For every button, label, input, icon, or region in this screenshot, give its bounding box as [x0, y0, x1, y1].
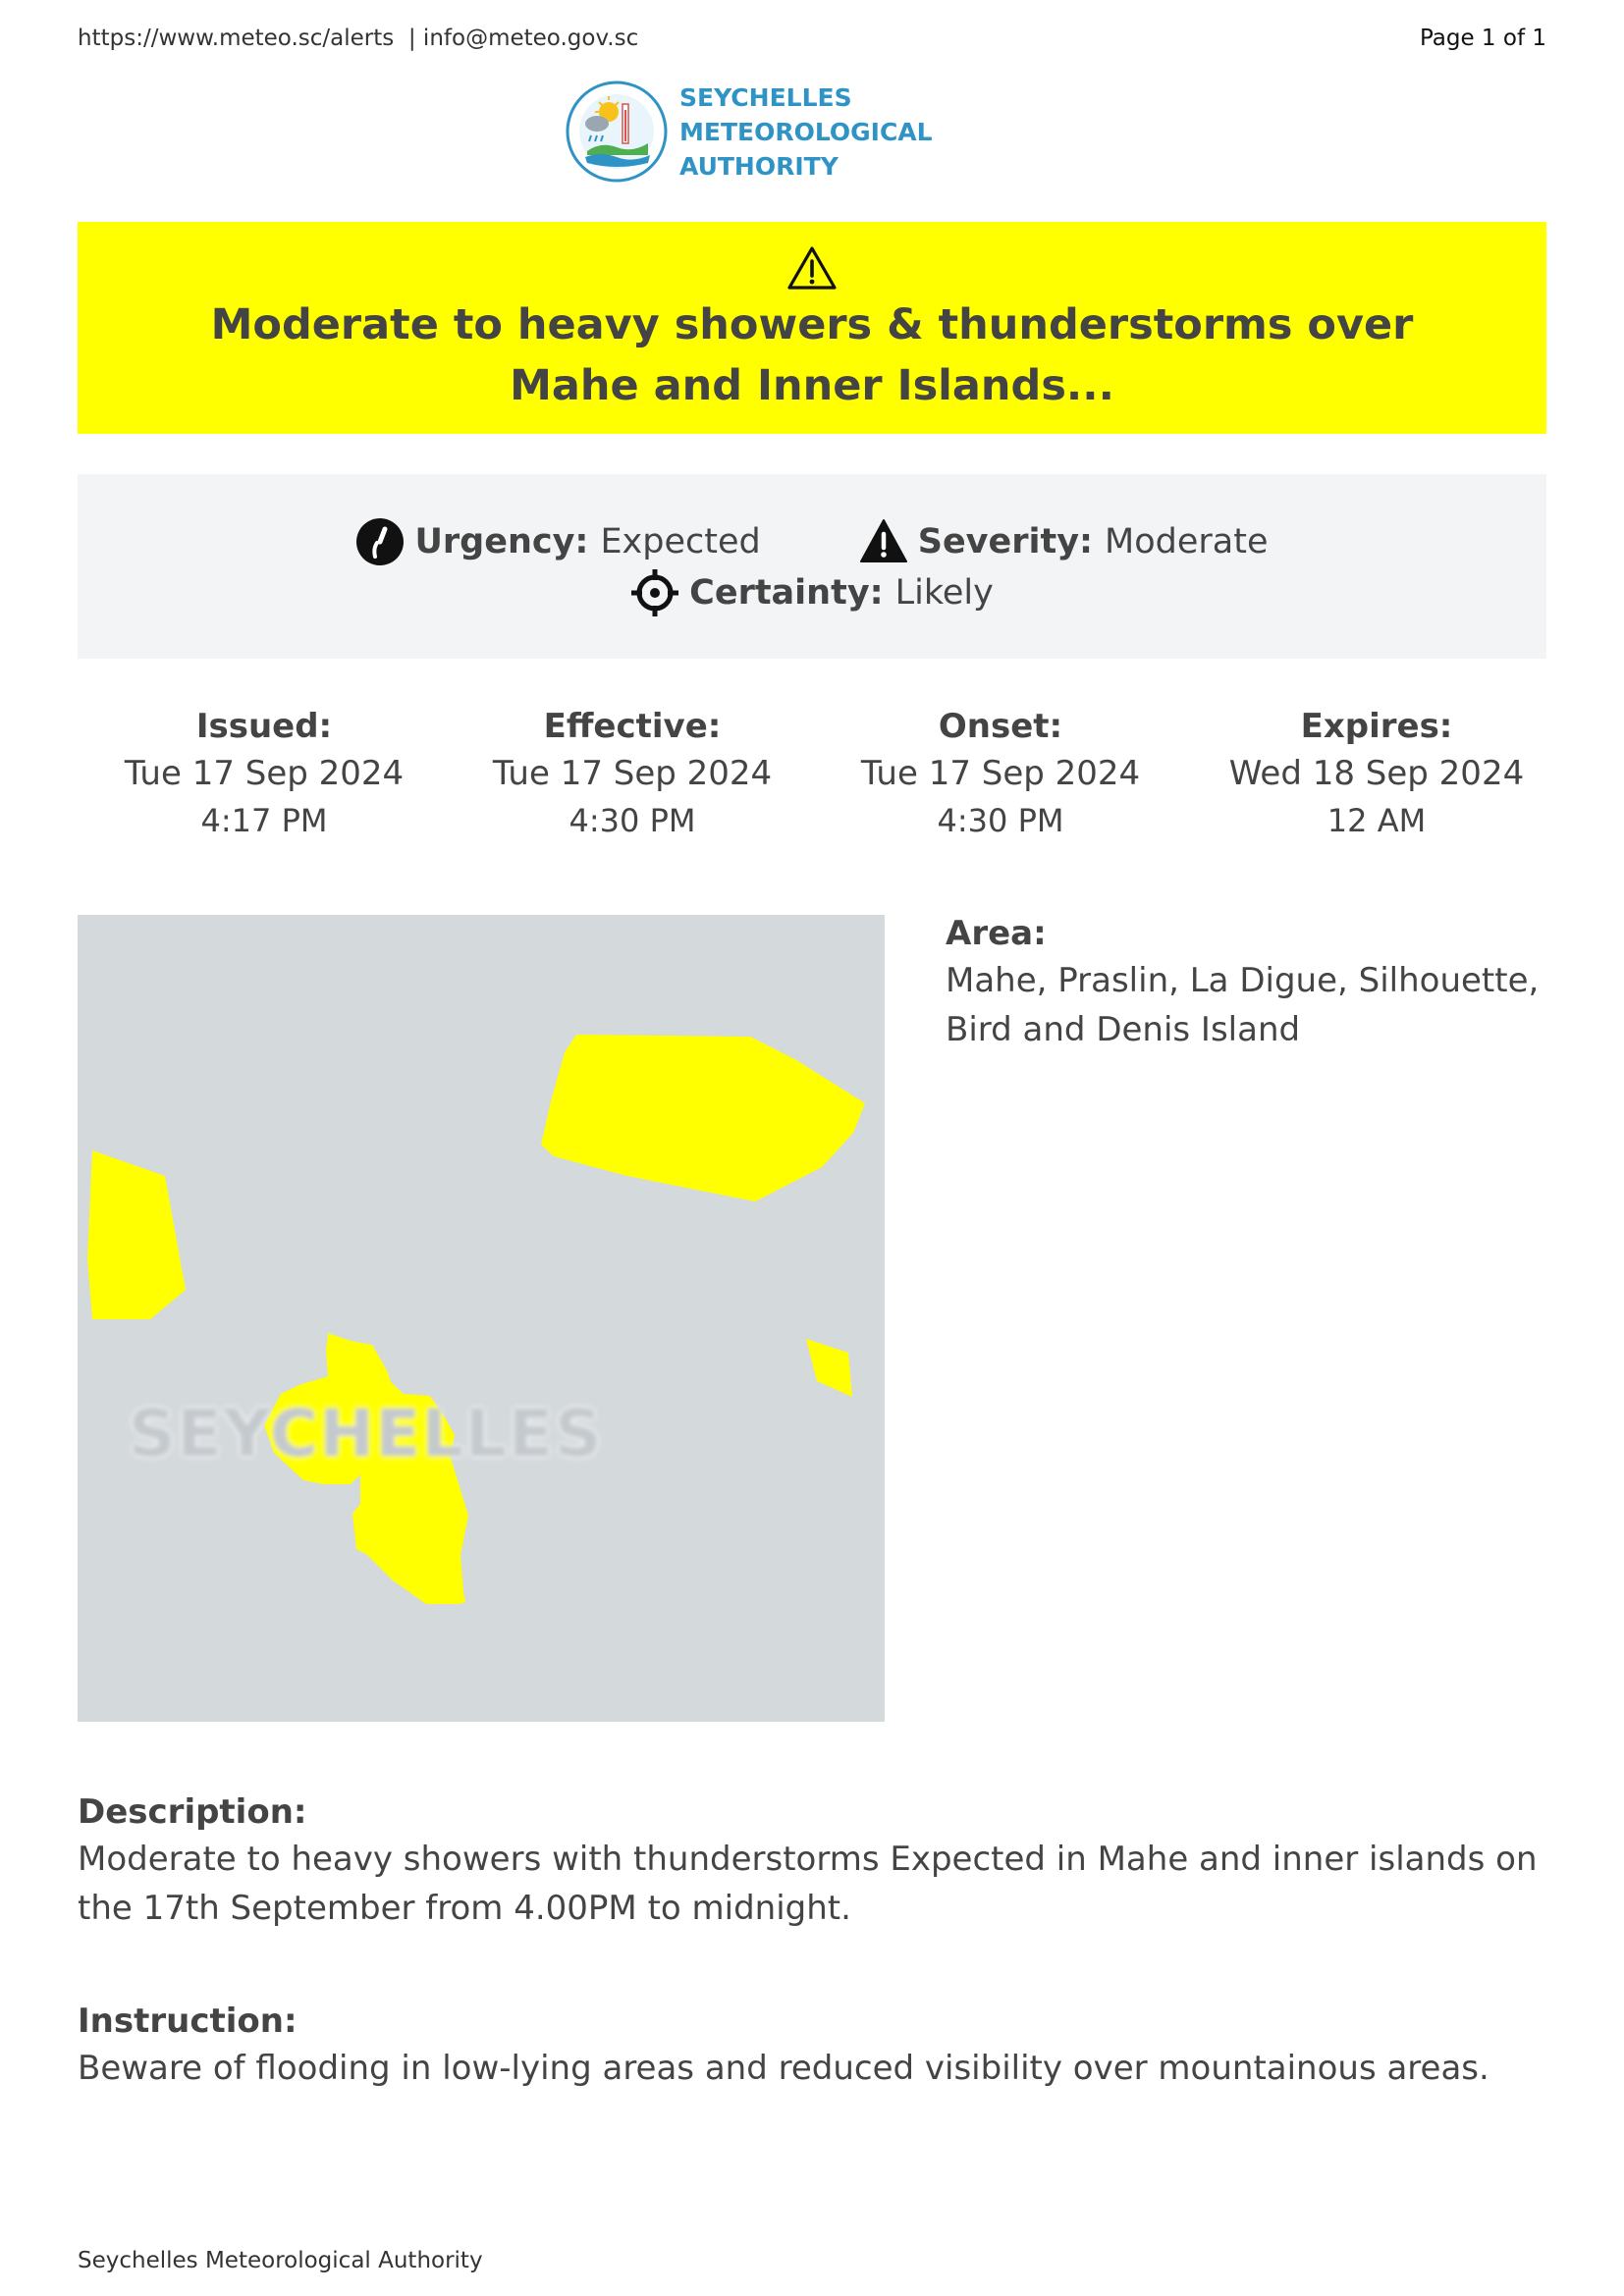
alert-dates [78, 704, 1546, 841]
description-text: Moderate to heavy showers with thunderstorms Expected in Mahe and inner islands on the 17th September from 4.00PM to midnight. [78, 1840, 1538, 1928]
instruction-section [78, 1999, 1560, 2093]
instruction-text: Beware of flooding in low-lying areas and reduced visibility over mountainous areas. [78, 2049, 1489, 2088]
effective-date: Tue 17 Sep 2024 [492, 754, 773, 793]
logo-line-2: AUTHORITY [679, 151, 839, 181]
severity-value: Moderate [1105, 522, 1269, 561]
onset-label: Onset: [938, 707, 1063, 746]
area-polygon-praslin [541, 1035, 865, 1201]
issued-date: Tue 17 Sep 2024 [124, 754, 405, 793]
area-text: Mahe, Praslin, La Digue, Silhouette, Bird and Denis Island [946, 961, 1540, 1049]
sma-logo [562, 77, 1072, 187]
area-section [946, 911, 1554, 1054]
expires-time: 12 AM [1326, 802, 1427, 839]
certainty-label: Certainty: [689, 573, 884, 613]
page-footer: Seychelles Meteorological Authority [78, 2248, 483, 2273]
issued-time: 4:17 PM [200, 802, 328, 839]
expires-column [1190, 704, 1563, 843]
urgency-label: Urgency: [414, 522, 589, 561]
instruction-label: Instruction: [78, 2002, 298, 2041]
urgency-field [355, 517, 760, 566]
area-label: Area: [946, 914, 1047, 953]
certainty-value: Likely [894, 573, 994, 613]
area-polygon-inner-islands [806, 1339, 852, 1397]
map-country-label: SEYCHELLES [129, 1396, 604, 1471]
effective-label: Effective: [543, 707, 722, 746]
issued-column [78, 704, 451, 843]
effective-column [446, 704, 819, 843]
onset-column [814, 704, 1187, 843]
expires-date: Wed 18 Sep 2024 [1228, 754, 1525, 793]
certainty-field [630, 568, 994, 617]
logo-line-1: SEYCHELLES METEOROLOGICAL [679, 82, 933, 146]
alert-meta-box [78, 474, 1546, 659]
effective-time: 4:30 PM [568, 802, 696, 839]
contact-email[interactable]: | info@meteo.gov.sc [407, 26, 639, 51]
affected-area-map[interactable] [78, 915, 885, 1722]
expires-label: Expires: [1300, 707, 1453, 746]
page-header-left [78, 26, 638, 51]
onset-date: Tue 17 Sep 2024 [860, 754, 1141, 793]
urgency-value: Expected [600, 522, 761, 561]
description-section [78, 1789, 1560, 1933]
area-polygon-silhouette [87, 1150, 186, 1319]
alert-title-banner [78, 222, 1546, 434]
warning-severity-icon [859, 517, 908, 566]
map-polygons [78, 915, 885, 1722]
alert-title: Moderate to heavy showers & thunderstorms over Mahe and Inner Islands... [210, 300, 1414, 410]
description-label: Description: [78, 1792, 307, 1832]
warning-triangle-icon [786, 245, 838, 291]
severity-field [859, 517, 1269, 566]
alerts-url-link[interactable]: https://www.meteo.sc/alerts [78, 26, 395, 51]
severity-label: Severity: [917, 522, 1094, 561]
onset-time: 4:30 PM [937, 802, 1064, 839]
clock-urgency-icon [355, 517, 405, 566]
sma-seal-icon [562, 77, 672, 187]
crosshair-certainty-icon [630, 568, 679, 617]
page-number: Page 1 of 1 [1419, 26, 1546, 51]
issued-label: Issued: [195, 707, 333, 746]
